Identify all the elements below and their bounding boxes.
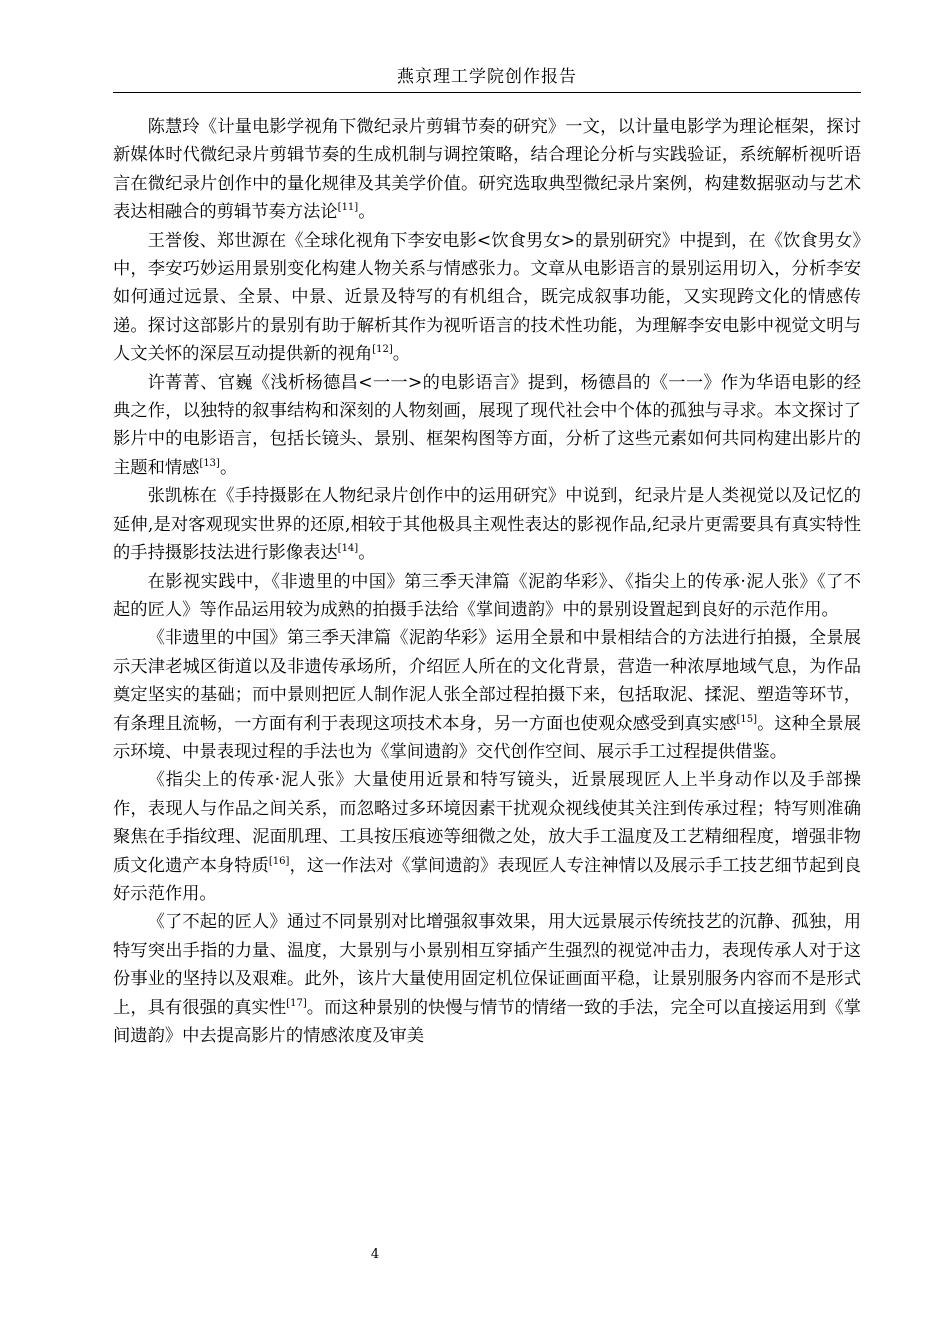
- body-text: [113, 113, 861, 1050]
- header-divider: [113, 92, 861, 93]
- citation: [15]: [736, 713, 758, 725]
- citation: [11]: [337, 202, 359, 214]
- page-number: 4: [370, 1247, 380, 1262]
- citation: [12]: [372, 344, 393, 356]
- paragraph: 陈慧玲《计量电影学视角下微纪录片剪辑节奏的研究》一文，以计量电影学为理论框架，探讨新媒体时代微纪录片剪辑节奏的生成机制与调控策略，结合理论分析与实践验证，系统解析视听语言在微纪录片创作中的量化规律及其美学价值。研究选取典型微纪录片案例，构建数据驱动与艺术表达相融合的剪辑节奏方法论[11]。: [113, 117, 861, 223]
- paragraph: 在影视实践中，《非遗里的中国》第三季天津篇《泥韵华彩》、《指尖上的传承·泥人张》《了不起的匠人》等作品运用较为成熟的拍摄手法给《掌间遗韵》中的景别设置起到良好的示范作用。: [113, 571, 861, 620]
- paragraph: 王誉俊、郑世源在《全球化视角下李安电影<饮食男女>的景别研究》中提到，在《饮食男女》中，李安巧妙运用景别变化构建人物关系与情感张力。文章从电影语言的景别运用切入，分析李安如何通过远景、全景、中景、近景及特写的有机组合，既完成叙事功能，又实现跨文化的情感传递。探讨这部影片的景别有助于解析其作为视听语言的技术性功能，为理解李安电影中视觉文明与人文关怀的深层互动提供新的视角[12]。: [113, 230, 861, 365]
- paragraph: 《了不起的匠人》通过不同景别对比增强叙事效果，用大远景展示传统技艺的沉静、孤独，用特写突出手指的力量、温度，大景别与小景别相互穿插产生强烈的视觉冲击力，表现传承人对于这份事业的坚持以及艰难。此外，该片大量使用固定机位保证画面平稳，让景别服务内容而不是形式上，具有很强的真实性[17]。而这种景别的快慢与情节的情绪一致的手法，完全可以直接运用到《掌间遗韵》中去提高影片的情感浓度及审美: [113, 912, 861, 1046]
- citation: [13]: [199, 458, 220, 470]
- paragraph: 《指尖上的传承·泥人张》大量使用近景和特写镜头，近景展现匠人上半身动作以及手部操作，表现人与作品之间关系，而忽略过多环境因素干扰观众视线使其关注到传承过程；特写则准确聚焦在手指纹理、泥面肌理、工具按压痕迹等细微之处，放大手工温度及工艺精细程度，增强非物质文化遗产本身特质[16]，这一作法对《掌间遗韵》表现匠人专注神情以及展示手工技艺细节起到良好示范作用。: [113, 770, 861, 904]
- paragraph: 《非遗里的中国》第三季天津篇《泥韵华彩》运用全景和中景相结合的方法进行拍摄，全景展示天津老城区街道以及非遗传承场所，介绍匠人所在的文化背景，营造一种浓厚地域气息，为作品奠定坚实的基础；而中景则把匠人制作泥人张全部过程拍摄下来，包括取泥、揉泥、塑造等环节，有条理且流畅，一方面有利于表现这项技术本身，另一方面也使观众感受到真实感[15]。这种全景展示环境、中景表现过程的手法也为《掌间遗韵》交代创作空间、展示手工过程提供借鉴。: [113, 628, 861, 762]
- page-header-title: 燕京理工学院创作报告: [397, 67, 577, 87]
- citation: [17]: [286, 997, 307, 1009]
- citation: [16]: [268, 855, 290, 867]
- citation: [14]: [337, 543, 359, 555]
- paragraph: 张凯栋在《手持摄影在人物纪录片创作中的运用研究》中说到，纪录片是人类视觉以及记忆的延伸,是对客观现实世界的还原,相较于其他极具主观性表达的影视作品,纪录片更需要具有真实特性的手持摄影技法进行影像表达[14]。: [113, 486, 861, 564]
- paragraph: 许菁菁、官巍《浅析杨德昌<一一>的电影语言》提到，杨德昌的《一一》作为华语电影的经典之作，以独特的叙事结构和深刻的人物刻画，展现了现代社会中个体的孤独与寻求。本文探讨了影片中的电影语言，包括长镜头、景别、框架构图等方面，分析了这些元素如何共同构建出影片的主题和情感[13]。: [113, 372, 861, 478]
